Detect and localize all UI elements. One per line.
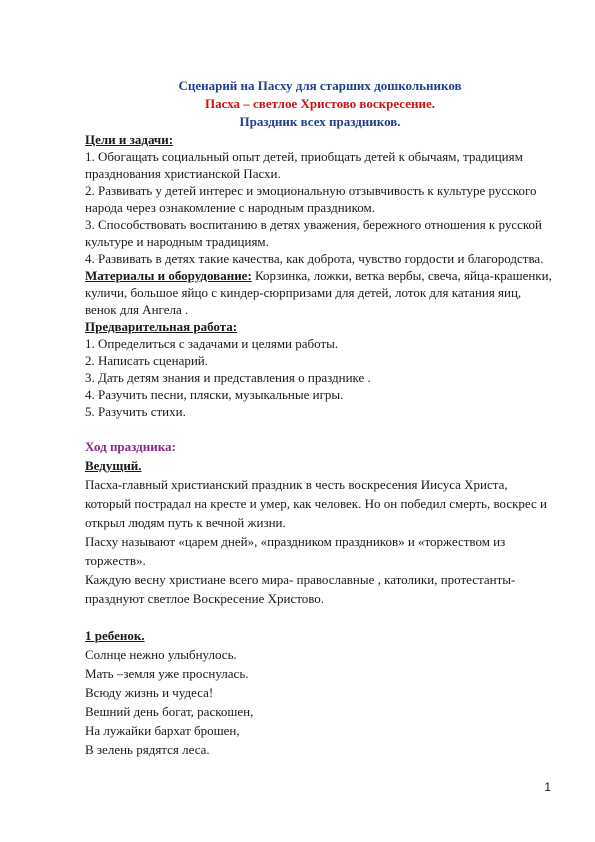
prep-heading: Предварительная работа: (85, 319, 238, 334)
document-tagline: Праздник всех праздников. (239, 114, 401, 129)
poem-line: Вешний день богат, раскошен, (85, 704, 254, 719)
materials-heading: Материалы и оборудование: (85, 268, 252, 283)
poem-line: Солнце нежно улыбнулось. (85, 647, 237, 662)
host-label: Ведущий. (85, 458, 142, 473)
goals-item: 2. Развивать у детей интерес и эмоциональную отзывчивость к культуре русского народа через ознакомление с народным праздником. (85, 183, 537, 215)
prep-item: 5. Разучить стихи. (85, 404, 186, 419)
goals-item: 1. Обогащать социальный опыт детей, приобщать детей к обычаям, традициям празднования христианской Пасхи. (85, 149, 523, 181)
materials-paragraph (85, 267, 555, 318)
prep-item: 2. Написать сценарий. (85, 353, 209, 368)
prep-item: 3. Дать детям знания и представления о празднике . (85, 370, 371, 385)
child1-label: 1 ребенок. (85, 628, 145, 643)
poem-line: В зелень рядятся леса. (85, 742, 210, 757)
document-title: Сценарий на Пасху для старших дошкольников (178, 78, 462, 93)
poem-line: Мать –земля уже проснулась. (85, 666, 249, 681)
host-paragraph: Пасха-главный христианский праздник в честь воскресения Иисуса Христа, который пострадал на кресте и умер, как человек. Но он победил смерть, воскрес и открыл людям путь к вечной жизни. (85, 477, 548, 530)
goals-item: 4. Развивать в детях такие качества, как доброта, чувство гордости и благородства. (85, 251, 544, 266)
poem-line: На лужайки бархат брошен, (85, 723, 240, 738)
host-paragraph: Пасху называют «царем дней», «праздником праздников» и «торжеством из торжеств». (85, 534, 506, 568)
poem-line: Всюду жизнь и чудеса! (85, 685, 214, 700)
page-number: 1 (544, 780, 551, 794)
goals-heading: Цели и задачи: (85, 132, 174, 147)
section-spacer (85, 608, 555, 626)
host-paragraph: Каждую весну христиане всего мира- православные , католики, протестанты-празднуют светлое Воскресение Христово. (85, 572, 516, 606)
prep-item: 1. Определиться с задачами и целями работы. (85, 336, 339, 351)
document-subtitle: Пасха – светлое Христово воскресение. (205, 96, 435, 111)
section-spacer (85, 420, 555, 438)
prep-item: 4. Разучить песни, пляски, музыкальные игры. (85, 387, 344, 402)
materials-text: Корзинка, ложки, ветка вербы, свеча, яйца-крашенки, куличи, большое яйцо с киндер-сюрпризами для детей, лоток для катания яиц, венок для Ангела . (85, 268, 552, 317)
page-content (85, 77, 555, 759)
holiday-heading: Ход праздника: (85, 439, 176, 454)
goals-item: 3. Способствовать воспитанию в детях уважения, бережного отношения к русской культуре и народным традициям. (85, 217, 542, 249)
